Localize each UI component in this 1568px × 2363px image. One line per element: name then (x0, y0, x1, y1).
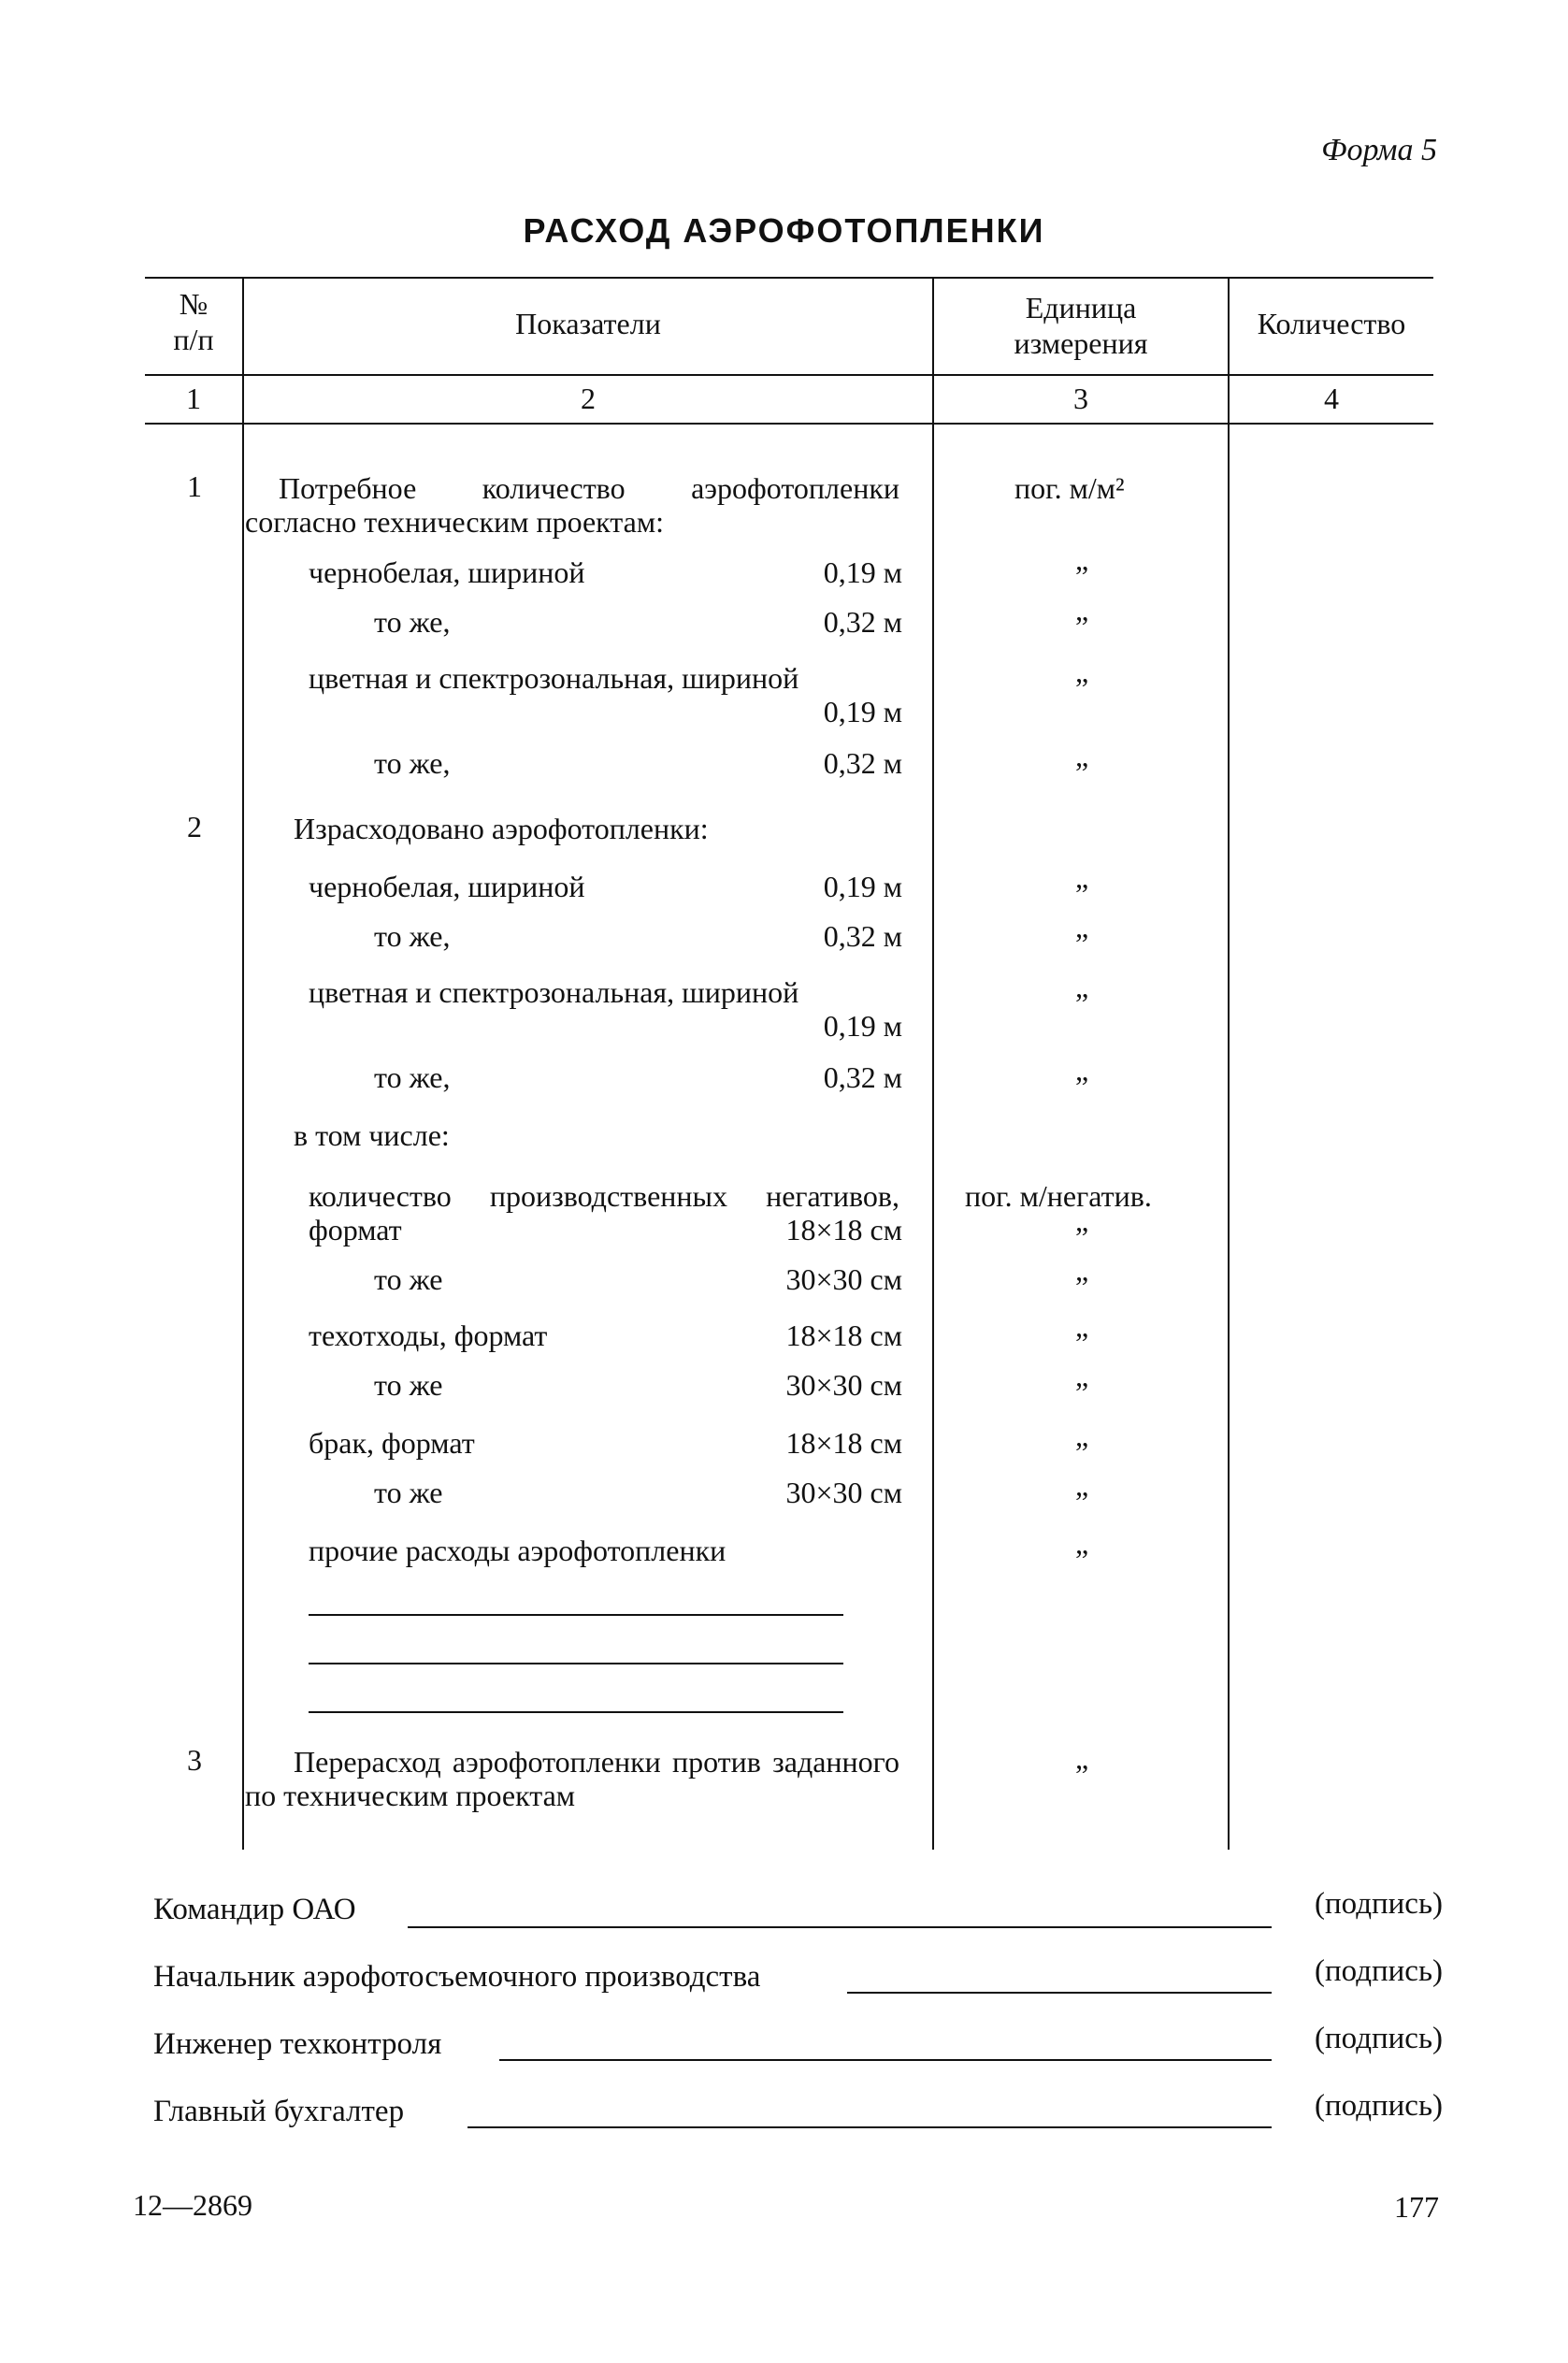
col-header-number: № п/п (173, 287, 214, 356)
table-col-divider-1 (242, 277, 244, 1850)
signature-role: Командир ОАО (153, 1893, 356, 1926)
row-indicator-text: чернобелая, шириной (309, 870, 585, 903)
ditto-mark: ” (1075, 559, 1089, 593)
table-header-border (145, 374, 1433, 376)
row-indicator-text: то же (374, 1262, 443, 1296)
row-indicator-text: то же (374, 1476, 443, 1509)
ditto-mark: ” (1075, 987, 1089, 1020)
ditto-mark: ” (1075, 927, 1089, 960)
row-indicator-text: прочие расходы аэрофотопленки (309, 1534, 726, 1567)
ditto-mark: ” (1075, 1435, 1089, 1469)
row-value: 30×30 см (785, 1262, 902, 1296)
row-value: 0,19 м (823, 695, 902, 728)
page-number: 177 (1394, 2190, 1439, 2224)
ditto-mark: ” (1075, 1326, 1089, 1360)
signature-role: Главный бухгалтер (153, 2095, 405, 2128)
col-number-2: 2 (581, 382, 596, 415)
col-header-quantity: Количество (1257, 307, 1406, 340)
row-indicator-text: количество производственных негативов, формат (309, 1179, 899, 1246)
row-indicator-text: брак, формат (309, 1426, 475, 1460)
row-indicator-text: цветная и спектрозональная, шириной (309, 661, 799, 695)
row-value: 0,19 м (823, 870, 902, 903)
col-header-indicators: Показатели (515, 307, 661, 340)
ditto-mark: ” (1075, 756, 1089, 789)
row-value: 0,32 м (823, 605, 902, 639)
row-indicator-text: то же, (374, 919, 451, 953)
signature-line (408, 1926, 1272, 1928)
signature-note: (подпись) (1315, 2089, 1443, 2123)
row-value: 18×18 см (785, 1213, 902, 1246)
signature-line (499, 2059, 1272, 2061)
row-unit: пог. м/м² (1014, 471, 1125, 505)
col-number-4: 4 (1324, 382, 1339, 415)
row-number: 2 (187, 810, 202, 843)
row-indicator-text: Потребное количество аэрофотопленки согласно техническим проектам: (245, 471, 899, 539)
row-unit: пог. м/негатив. (965, 1179, 1152, 1213)
form-number-label: Форма 5 (1321, 133, 1437, 167)
row-indicator-text: то же, (374, 746, 451, 780)
row-indicator-text: то же (374, 1368, 443, 1402)
ditto-mark: ” (1075, 671, 1089, 705)
row-value: 0,19 м (823, 1009, 902, 1043)
row-value: 18×18 см (785, 1426, 902, 1460)
table-colnum-border (145, 423, 1433, 425)
table-col-divider-2 (932, 277, 934, 1850)
col-number-3: 3 (1073, 382, 1088, 415)
page-title: РАСХОД АЭРОФОТОПЛЕНКИ (523, 211, 1045, 250)
ditto-mark: ” (1075, 1376, 1089, 1409)
signature-line (468, 2126, 1272, 2128)
ditto-mark: ” (1075, 1758, 1089, 1792)
row-value: 30×30 см (785, 1368, 902, 1402)
row-indicator-text: чернобелая, шириной (309, 555, 585, 589)
ditto-mark: ” (1075, 1543, 1089, 1577)
col-number-1: 1 (186, 382, 201, 415)
row-indicator-text: цветная и спектрозональная, шириной (309, 975, 799, 1009)
row-indicator-text: Израсходовано аэрофотопленки: (294, 812, 709, 845)
ditto-mark: ” (1075, 1485, 1089, 1519)
row-indicator-text: то же, (374, 1060, 451, 1094)
row-indicator-text: техотходы, формат (309, 1318, 548, 1352)
signature-note: (подпись) (1315, 1887, 1443, 1921)
row-number: 1 (187, 469, 202, 503)
signature-role: Инженер техконтроля (153, 2027, 442, 2061)
row-indicator-text: в том числе: (294, 1118, 450, 1152)
ditto-mark: ” (1075, 877, 1089, 911)
row-value: 0,32 м (823, 1060, 902, 1094)
row-value: 0,32 м (823, 919, 902, 953)
row-indicator-text: то же, (374, 605, 451, 639)
row-value: 18×18 см (785, 1318, 902, 1352)
row-value: 0,32 м (823, 746, 902, 780)
blank-line (309, 1663, 843, 1664)
row-value: 30×30 см (785, 1476, 902, 1509)
blank-line (309, 1711, 843, 1713)
signature-line (847, 1992, 1272, 1994)
signature-note: (подпись) (1315, 2022, 1443, 2055)
row-indicator-text: Перерасход аэрофотопленки против заданного по техническим проектам (245, 1745, 899, 1812)
ditto-mark: ” (1075, 1270, 1089, 1304)
signature-note: (подпись) (1315, 1954, 1443, 1988)
signature-role: Начальник аэрофотосъемочного производства (153, 1960, 761, 1994)
blank-line (309, 1614, 843, 1616)
col-header-unit: Единица измерения (1014, 291, 1148, 360)
table-col-divider-3 (1228, 277, 1230, 1850)
footer-print-code: 12—2869 (133, 2188, 252, 2222)
ditto-mark: ” (1075, 1220, 1089, 1254)
row-value: 0,19 м (823, 555, 902, 589)
ditto-mark: ” (1075, 1070, 1089, 1103)
table-top-border (145, 277, 1433, 279)
ditto-mark: ” (1075, 610, 1089, 643)
row-number: 3 (187, 1743, 202, 1777)
